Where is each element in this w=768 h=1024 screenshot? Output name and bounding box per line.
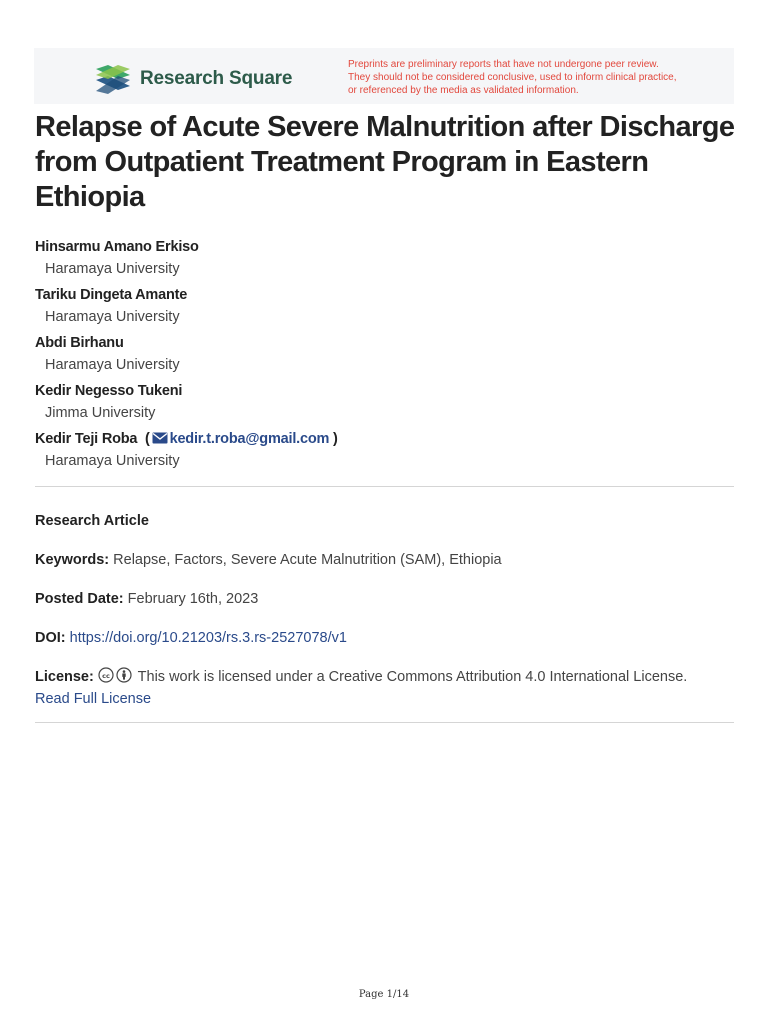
author-affiliation: Haramaya University xyxy=(45,261,180,277)
author-affiliation: Haramaya University xyxy=(45,453,180,469)
keywords-label: Keywords: xyxy=(35,552,110,568)
posted-date-label: Posted Date: xyxy=(35,591,124,607)
doi-label: DOI: xyxy=(35,630,66,646)
cc-icon xyxy=(98,667,114,683)
notice-line: Preprints are preliminary reports that have not undergone peer review. xyxy=(348,59,659,70)
author-list xyxy=(35,237,735,477)
author-email-link[interactable]: kedir.t.roba@gmail.com xyxy=(169,431,330,447)
preprint-notice xyxy=(348,58,728,97)
author-name: Kedir Negesso Tukeni xyxy=(35,383,183,399)
research-square-logo-icon xyxy=(94,63,132,95)
page-number: Page 1/14 xyxy=(358,989,410,1000)
notice-line: They should not be considered conclusive, used to inform clinical practice, xyxy=(348,72,677,83)
author-name: Tariku Dingeta Amante xyxy=(35,287,188,303)
author-entry xyxy=(35,237,735,285)
license-label: License: xyxy=(35,669,94,685)
read-full-license-link[interactable]: Read Full License xyxy=(35,691,152,707)
author-name: Kedir Teji Roba xyxy=(35,431,138,447)
article-type-label: Research Article xyxy=(35,513,149,529)
license-text: This work is licensed under a Creative Commons Attribution 4.0 International License. xyxy=(137,669,688,685)
divider xyxy=(35,486,734,487)
author-entry-corresponding xyxy=(35,429,735,477)
author-affiliation: Haramaya University xyxy=(45,309,180,325)
keywords-value: Relapse, Factors, Severe Acute Malnutrition (SAM), Ethiopia xyxy=(113,552,502,568)
author-affiliation: Haramaya University xyxy=(45,357,180,373)
author-affiliation: Jimma University xyxy=(45,405,156,421)
keywords-row xyxy=(35,549,735,571)
author-name: Hinsarmu Amano Erkiso xyxy=(35,239,199,255)
author-entry xyxy=(35,285,735,333)
notice-line: or referenced by the media as validated information. xyxy=(348,85,579,96)
divider xyxy=(35,722,734,723)
author-entry xyxy=(35,381,735,429)
logo-text: Research Square xyxy=(140,68,293,89)
posted-date-row xyxy=(35,588,735,610)
by-icon xyxy=(116,667,132,683)
author-name-row: Kedir Teji Roba ( kedir.t.roba@gmail.com ) xyxy=(35,431,338,447)
doi-row xyxy=(35,627,735,649)
author-entry xyxy=(35,333,735,381)
svg-text:cc: cc xyxy=(102,671,110,680)
research-square-logo[interactable] xyxy=(94,63,292,95)
posted-date-value: February 16th, 2023 xyxy=(127,591,259,607)
author-name: Abdi Birhanu xyxy=(35,335,124,351)
license-row xyxy=(35,666,735,710)
envelope-icon xyxy=(152,432,168,444)
article-type xyxy=(35,510,735,532)
preprint-banner xyxy=(34,48,734,104)
doi-link[interactable]: https://doi.org/10.21203/rs.3.rs-2527078/v1 xyxy=(69,630,347,646)
paper-title: Relapse of Acute Severe Malnutrition after Discharge from Outpatient Treatment Program in Eastern Ethiopia xyxy=(35,111,735,213)
